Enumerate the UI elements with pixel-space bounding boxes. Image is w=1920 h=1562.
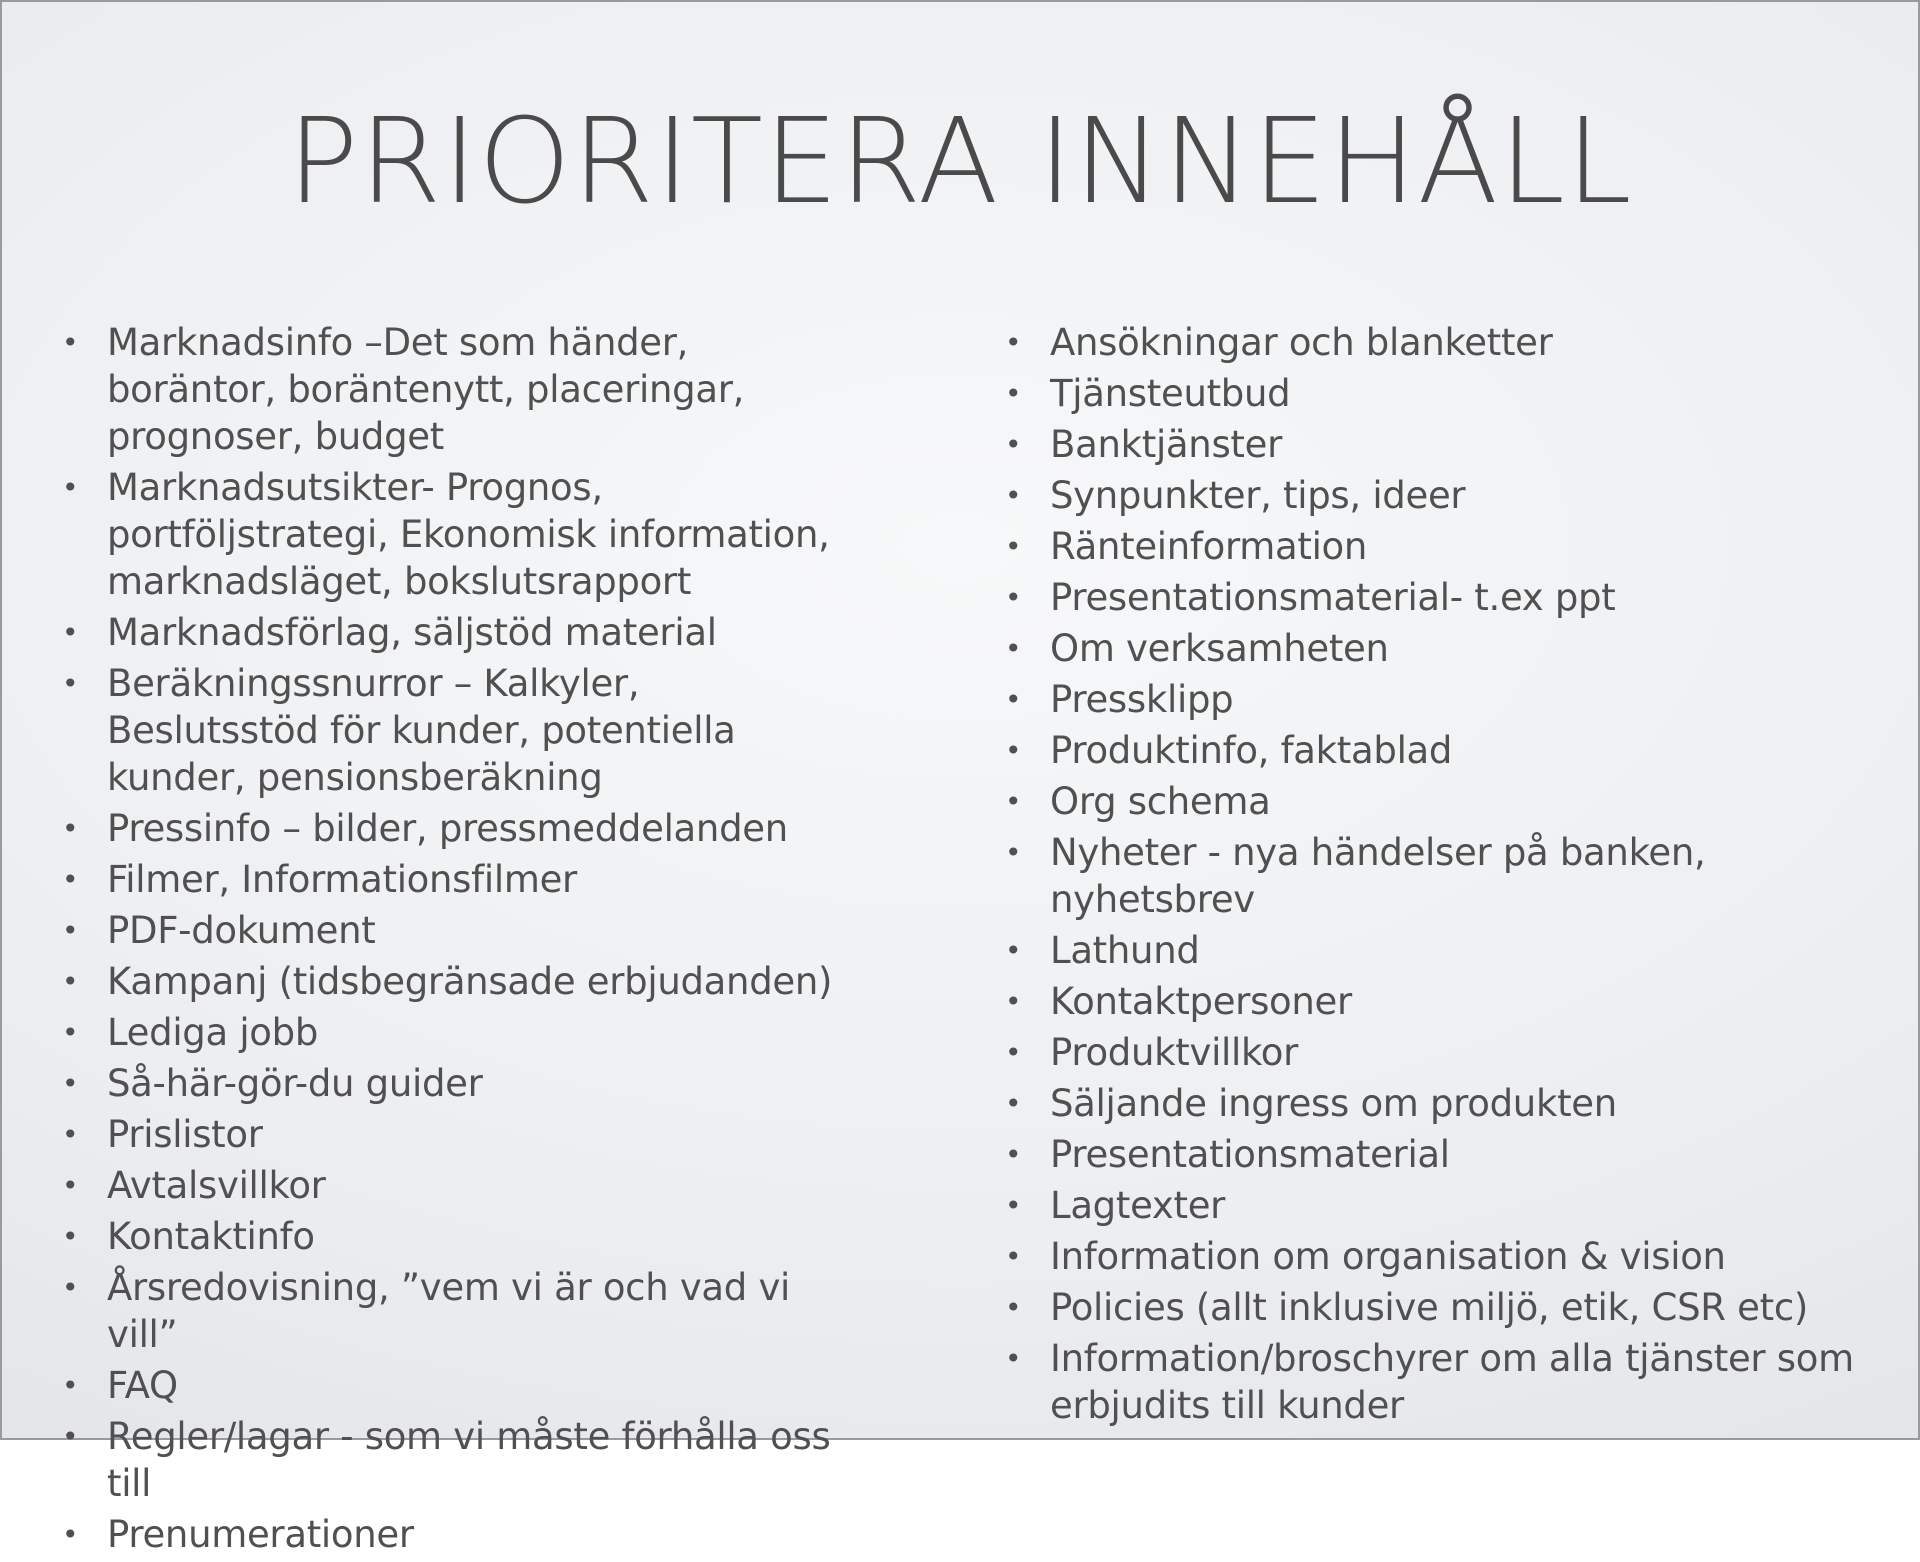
list-item [62, 1213, 862, 1260]
list-item [1005, 1284, 1885, 1331]
bullet-icon: • [1005, 985, 1022, 1018]
bullet-icon: • [1005, 530, 1022, 563]
list-item [1005, 1131, 1885, 1178]
list-item [1005, 1335, 1885, 1429]
bullet-icon: • [1005, 428, 1022, 461]
list-item [62, 1009, 862, 1056]
list-item [62, 660, 862, 801]
slide-title: PRIORITERA INNEHÅLL [287, 92, 1633, 230]
list-item [1005, 319, 1885, 366]
bullet-icon: • [1005, 1138, 1022, 1171]
list-item-text: Pressklipp [1050, 678, 1234, 721]
list-item-text: Marknadsinfo –Det som händer, boräntor, boräntenytt, placeringar, prognoser, budget [107, 321, 745, 458]
bullet-icon: • [62, 1518, 79, 1551]
bullet-icon: • [1005, 785, 1022, 818]
list-item-text: Filmer, Informationsfilmer [107, 858, 577, 901]
list-item-text: Nyheter - nya händelser på banken, nyhetsbrev [1050, 831, 1706, 921]
list-item-text: Lathund [1050, 929, 1200, 972]
bullet-icon: • [1005, 632, 1022, 665]
list-item [62, 856, 862, 903]
list-item [62, 1162, 862, 1209]
list-item-text: Avtalsvillkor [107, 1164, 326, 1207]
list-item [1005, 625, 1885, 672]
list-item-text: Säljande ingress om produkten [1050, 1082, 1617, 1125]
list-item-text: Kontaktpersoner [1050, 980, 1352, 1023]
list-item [62, 1264, 862, 1358]
list-item [1005, 778, 1885, 825]
list-item [62, 1362, 862, 1409]
list-item-text: Tjänsteutbud [1050, 372, 1291, 415]
bullet-icon: • [62, 863, 79, 896]
list-item [1005, 978, 1885, 1025]
bullet-icon: • [1005, 1342, 1022, 1375]
bullet-icon: • [1005, 581, 1022, 614]
bullet-icon: • [62, 1067, 79, 1100]
bullet-icon: • [1005, 934, 1022, 967]
list-item-text: Presentationsmaterial [1050, 1133, 1450, 1176]
list-item-text: Produktinfo, faktablad [1050, 729, 1453, 772]
list-item [1005, 676, 1885, 723]
list-item [62, 805, 862, 852]
list-item-text: Prislistor [107, 1113, 263, 1156]
list-item-text: Produktvillkor [1050, 1031, 1299, 1074]
list-item [1005, 1233, 1885, 1280]
list-item-text: Prenumerationer [107, 1513, 414, 1556]
list-item-text: Org schema [1050, 780, 1271, 823]
list-item [1005, 927, 1885, 974]
list-item [62, 958, 862, 1005]
list-item-text: Ansökningar och blanketter [1050, 321, 1553, 364]
list-item [62, 1111, 862, 1158]
list-item-text: Lagtexter [1050, 1184, 1226, 1227]
list-item [1005, 523, 1885, 570]
list-item [1005, 1182, 1885, 1229]
left-bullet-list [62, 319, 862, 1562]
list-item-text: Kontaktinfo [107, 1215, 315, 1258]
list-item-text: Presentationsmaterial- t.ex ppt [1050, 576, 1616, 619]
bullet-icon: • [62, 965, 79, 998]
list-item [1005, 727, 1885, 774]
list-item-text: Marknadsutsikter- Prognos, portföljstrategi, Ekonomisk information, marknadsläget, bokslutsrapport [107, 466, 830, 603]
bullet-icon: • [1005, 1087, 1022, 1120]
list-item [62, 1511, 862, 1558]
bullet-icon: • [1005, 1189, 1022, 1222]
list-item-text: Synpunkter, tips, ideer [1050, 474, 1466, 517]
list-item-text: Policies (allt inklusive miljö, etik, CSR etc) [1050, 1286, 1808, 1329]
list-item-text: Kampanj (tidsbegränsade erbjudanden) [107, 960, 833, 1003]
list-item [1005, 1080, 1885, 1127]
list-item-text: Ränteinformation [1050, 525, 1368, 568]
list-item-text: Lediga jobb [107, 1011, 319, 1054]
list-item-text: Om verksamheten [1050, 627, 1389, 670]
bullet-icon: • [62, 1016, 79, 1049]
bullet-icon: • [62, 1271, 79, 1304]
right-bullet-list [1005, 319, 1885, 1433]
bullet-icon: • [1005, 1291, 1022, 1324]
list-item-text: Pressinfo – bilder, pressmeddelanden [107, 807, 788, 850]
bullet-icon: • [62, 326, 79, 359]
list-item-text: Banktjänster [1050, 423, 1283, 466]
list-item [1005, 370, 1885, 417]
bullet-icon: • [1005, 326, 1022, 359]
bullet-icon: • [62, 1169, 79, 1202]
bullet-icon: • [62, 667, 79, 700]
bullet-icon: • [62, 471, 79, 504]
list-item-text: Årsredovisning, ”vem vi är och vad vi vill” [107, 1266, 791, 1356]
list-item [1005, 574, 1885, 621]
bullet-icon: • [1005, 734, 1022, 767]
list-item [1005, 421, 1885, 468]
list-item-text: PDF-dokument [107, 909, 376, 952]
list-item [1005, 1029, 1885, 1076]
bullet-icon: • [62, 1220, 79, 1253]
list-item [62, 464, 862, 605]
list-item-text: FAQ [107, 1364, 178, 1407]
list-item [62, 609, 862, 656]
bullet-icon: • [1005, 1036, 1022, 1069]
list-item [1005, 829, 1885, 923]
list-item-text: Information/broschyrer om alla tjänster som erbjudits till kunder [1050, 1337, 1854, 1427]
list-item [62, 1413, 862, 1507]
bullet-icon: • [1005, 836, 1022, 869]
bullet-icon: • [62, 914, 79, 947]
list-item-text: Information om organisation & vision [1050, 1235, 1726, 1278]
list-item-text: Regler/lagar - som vi måste förhålla oss till [107, 1415, 831, 1505]
list-item [62, 907, 862, 954]
bullet-icon: • [62, 812, 79, 845]
bullet-icon: • [1005, 377, 1022, 410]
bullet-icon: • [1005, 1240, 1022, 1273]
bullet-icon: • [1005, 479, 1022, 512]
bullet-icon: • [62, 616, 79, 649]
list-item [1005, 472, 1885, 519]
bullet-icon: • [62, 1369, 79, 1402]
list-item [62, 319, 862, 460]
bullet-icon: • [62, 1420, 79, 1453]
list-item-text: Beräkningssnurror – Kalkyler, Beslutsstöd för kunder, potentiella kunder, pensionsberäkning [107, 662, 736, 799]
list-item-text: Marknadsförlag, säljstöd material [107, 611, 717, 654]
list-item-text: Så-här-gör-du guider [107, 1062, 483, 1105]
list-item [62, 1060, 862, 1107]
bullet-icon: • [62, 1118, 79, 1151]
bullet-icon: • [1005, 683, 1022, 716]
